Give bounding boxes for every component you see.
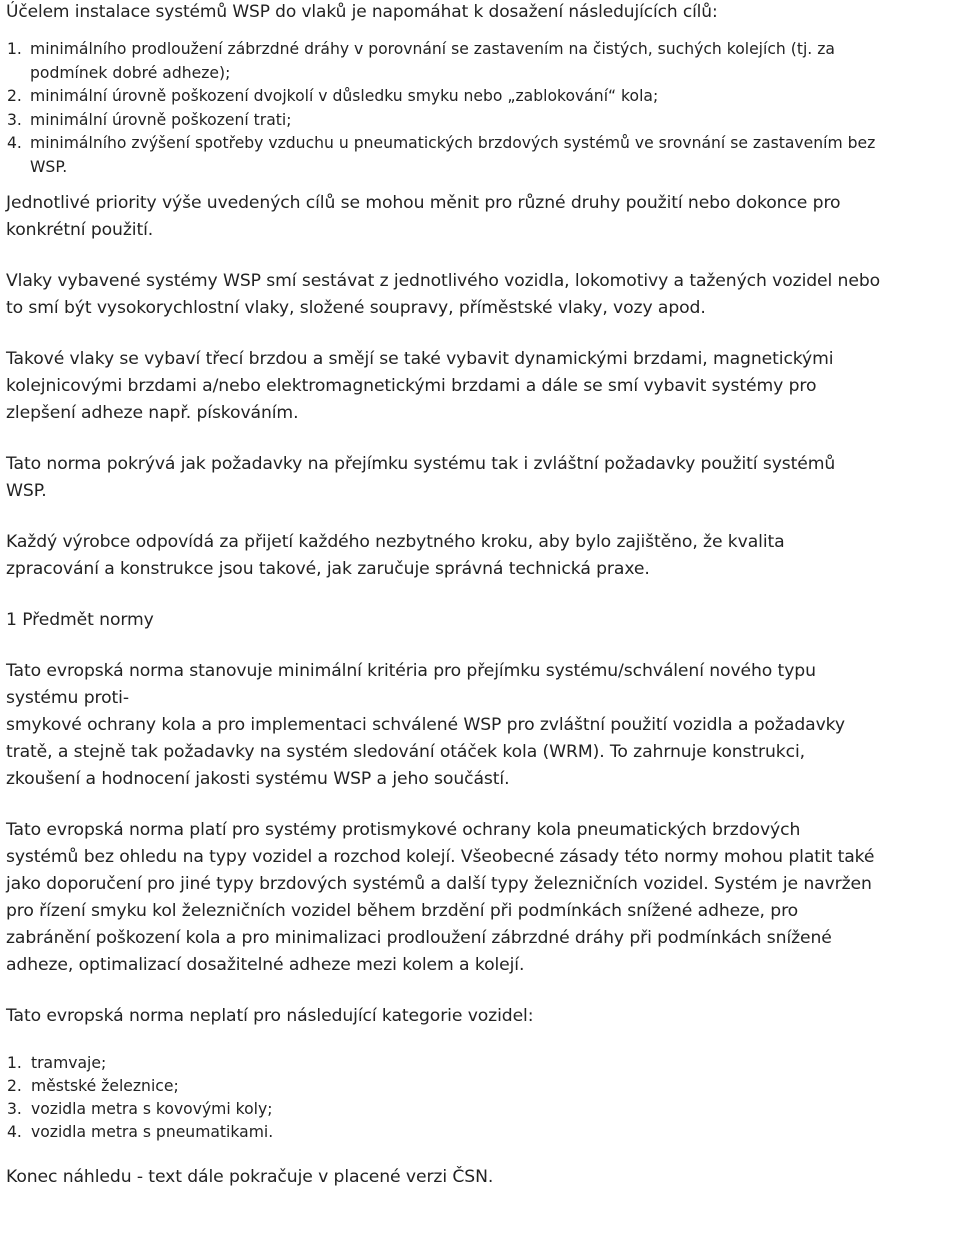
paragraph-line: WSP. [6,481,47,501]
goal-number: 1. [7,40,22,58]
goal-number: 2. [7,87,22,105]
not-applies-paragraph: Tato evropská norma neplatí pro následující kategorie vozidel: [6,1006,534,1026]
paragraph-line: tratě, a stejně tak požadavky na systém sledování otáček kola (WRM). To zahrnuje konstrukci, [6,742,806,762]
goal-text: minimální úrovně poškození trati; [30,110,292,129]
paragraph-line: Vlaky vybavené systémy WSP smí sestávat z jednotlivého vozidla, lokomotivy a tažených vozidel nebo [6,271,881,291]
vehicle-categories-list [6,1052,954,1144]
category-item [6,1098,954,1121]
preview-end-notice: Konec náhledu - text dále pokračuje v placené verzi ČSN. [6,1167,494,1187]
paragraph-line: smykové ochrany kola a pro implementaci schválené WSP pro zvláštní použití vozidla a požadavky [6,715,845,735]
paragraph-line: jako doporučení pro jiné typy brzdových systémů a další typy železničních vozidel. Systém je navržen [6,874,872,894]
goal-item [6,132,954,179]
category-label: městské železnice; [31,1077,179,1095]
category-item [6,1052,954,1075]
paragraph-line: Tato evropská norma stanovuje minimální kritéria pro přejímku systému/schválení nového typu [6,661,816,681]
category-item [6,1121,954,1144]
intro-text: Účelem instalace systémů WSP do vlaků je napomáhat k dosažení následujících cílů: [6,2,718,22]
paragraph-line: Tato norma pokrývá jak požadavky na přejímku systému tak i zvláštní požadavky použití systémů [6,454,836,474]
goal-text-cont: WSP. [30,157,68,176]
paragraph-line: to smí být vysokorychlostní vlaky, složené soupravy, příměstské vlaky, vozy apod. [6,298,706,318]
brakes-paragraph [6,346,954,427]
scope-norm-paragraph [6,451,954,505]
category-label: vozidla metra s pneumatikami. [31,1123,274,1141]
category-number: 3. [7,1100,22,1118]
paragraph-line: zpracování a konstrukce jsou takové, jak zaručuje správná technická praxe. [6,559,650,579]
goal-item [6,85,954,109]
goal-number: 3. [7,110,22,129]
paragraph-line: systému proti- [6,688,129,708]
paragraph-line: zlepšení adheze např. pískováním. [6,403,299,423]
section-heading: 1 Předmět normy [6,610,154,630]
manufacturer-paragraph [6,529,954,583]
category-number: 2. [7,1077,22,1095]
paragraph-line: systémů bez ohledu na typy vozidel a rozchod kolejí. Všeobecné zásady této normy mohou platit také [6,847,875,867]
applies-paragraph [6,817,954,979]
paragraph-line: zabránění poškození kola a pro minimalizaci prodloužení zábrzdné dráhy při podmínkách snížené [6,928,832,948]
goal-text-cont: podmínek dobré adheze); [30,63,231,82]
category-number: 1. [7,1054,22,1072]
category-number: 4. [7,1123,22,1141]
goals-list [6,38,954,179]
paragraph-line: Každý výrobce odpovídá za přijetí každého nezbytného kroku, aby bylo zajištěno, že kvalita [6,532,785,552]
paragraph-line: kolejnicovými brzdami a/nebo elektromagnetickými brzdami a dále se smí vybavit systémy pro [6,376,817,396]
category-label: tramvaje; [31,1054,107,1072]
paragraph-line: Jednotlivé priority výše uvedených cílů se mohou měnit pro různé druhy použití nebo dokonce pro [6,193,841,213]
paragraph-line: Takové vlaky se vybaví třecí brzdou a smějí se také vybavit dynamickými brzdami, magnetickými [6,349,834,369]
criteria-paragraph [6,658,954,793]
goal-item [6,38,954,85]
priority-paragraph [6,190,954,244]
goal-text: minimálního zvýšení spotřeby vzduchu u pneumatických brzdových systémů ve srovnání se zastavením bez [30,134,876,152]
paragraph-line: konkrétní použití. [6,220,154,240]
paragraph-line: zkoušení a hodnocení jakosti systému WSP a jeho součástí. [6,769,510,789]
paragraph-line: Tato evropská norma platí pro systémy protismykové ochrany kola pneumatických brzdových [6,820,801,840]
goal-text: minimálního prodloužení zábrzdné dráhy v porovnání se zastavením na čistých, suchých kolejích (tj. za [30,40,835,58]
category-item [6,1075,954,1098]
paragraph-line: pro řízení smyku kol železničních vozidel během brzdění při podmínkách snížené adheze, pro [6,901,799,921]
goal-text: minimální úrovně poškození dvojkolí v důsledku smyku nebo „zablokování“ kola; [30,87,659,105]
category-label: vozidla metra s kovovými koly; [31,1100,273,1118]
vehicles-paragraph [6,268,954,322]
paragraph-line: adheze, optimalizací dosažitelné adheze mezi kolem a kolejí. [6,955,525,975]
goal-number: 4. [7,134,22,152]
goal-item [6,109,954,133]
